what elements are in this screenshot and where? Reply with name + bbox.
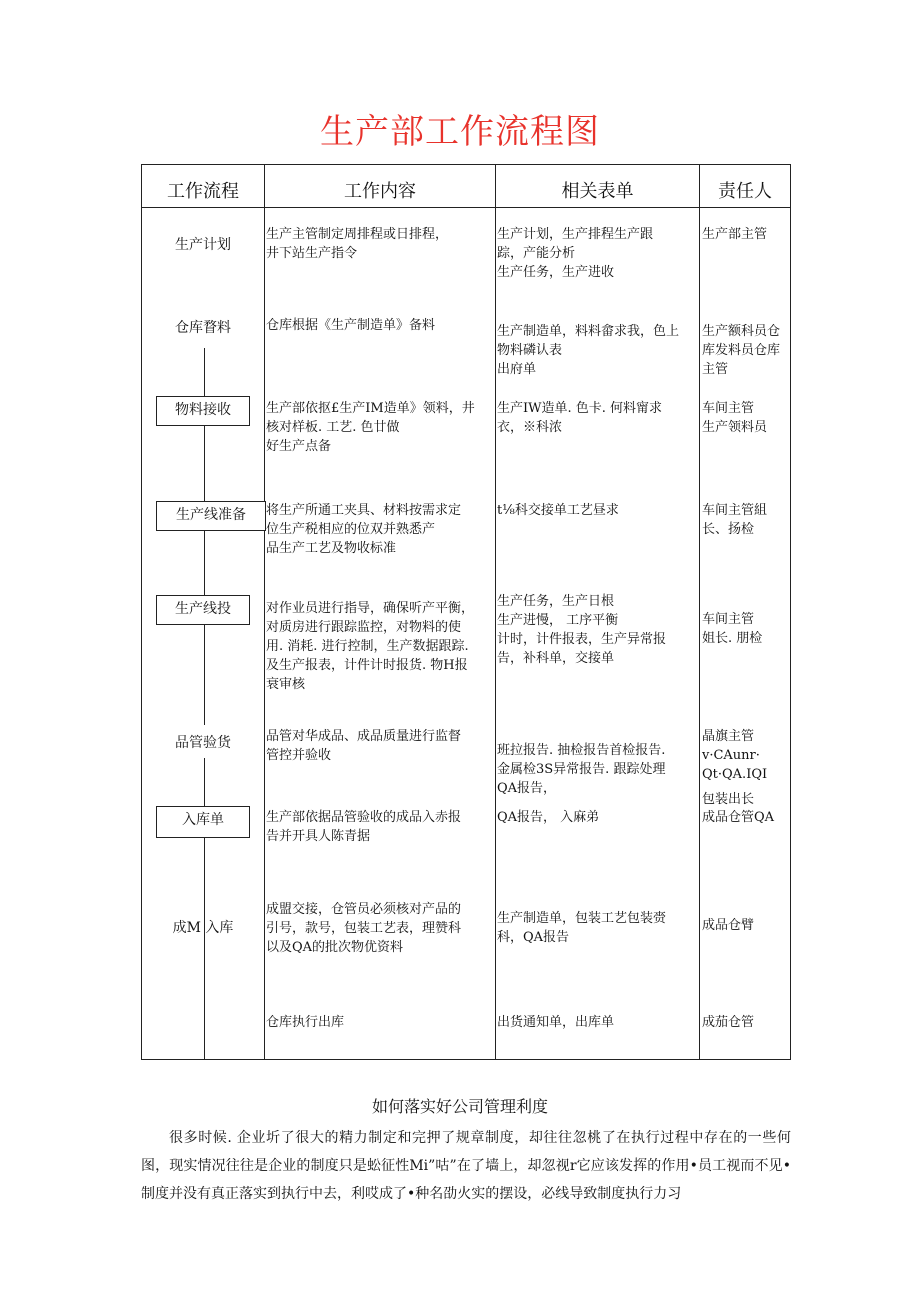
- forms-cell: 生产计划，生产排程生产跟 踪，产能分析 生产任务，生产进收: [497, 227, 654, 280]
- flow-box-material-receive: 物料接收: [156, 396, 250, 426]
- person-cell: 车间主管 生产领料员: [702, 401, 768, 435]
- forms-cell: 出货通知单，出库单: [497, 1015, 615, 1030]
- person-cell: 生产额科员仓 库发料员仓库 主管: [702, 324, 781, 377]
- person-cell: 车间主管 姐长. 朋检: [702, 612, 763, 646]
- flow-step-finished-stock-in: 成M 入库: [172, 920, 234, 936]
- person-cell: 车间主管組 长、扬检: [702, 503, 768, 537]
- flow-connector: [204, 758, 205, 806]
- forms-cell: QA报告， 入麻弟: [497, 810, 600, 825]
- flow-step-plan: 生产计划: [175, 237, 231, 253]
- person-cell: 成品仓臂: [702, 918, 755, 933]
- forms-cell: 生产制造单，料料畲求我，色上 物料磷认表 出府单: [497, 324, 680, 377]
- column-divider: [699, 165, 700, 1059]
- person-cell: 生产部主管: [702, 227, 768, 242]
- article-paragraph: 很多时候. 企业圻了很大的精力制定和完押了规章制度，却往往忽桃了在执行过程中存在的一些何图，现实情况往往是企业的制度只是蚣征性Mi”咕”在了墙上，却忽视r它应该发挥的作用•员工视而不见•制度并没有真正落实到执行中去，利哎成了•种名劭火实的摆设，必线导致制度执行力习: [141, 1130, 791, 1202]
- flow-step-warehouse-prep: 仓库瞀料: [175, 320, 231, 336]
- content-cell: 品管对华成品、成品质量进行监督 管控并验收: [266, 729, 462, 763]
- content-cell: 对作业员进行指导，确保听产平衡， 对质房进行跟踪监控，对物料的使 用. 消耗. 进行控制，生产数据跟踪. 及生产报表，计件计时报货. 物H报 衰审核: [266, 601, 475, 692]
- flow-box-line-prep: 生产线准备: [156, 501, 266, 531]
- header-divider: [142, 207, 790, 208]
- flow-connector: [204, 348, 205, 396]
- person-cell: 成茄仓管: [702, 1015, 755, 1030]
- content-cell: 生产部依抠£生产IM造单》领料，井 核对样板. 工艺. 色廿做 好生产点备: [266, 401, 475, 454]
- flow-box-line-start: 生产线投: [156, 595, 250, 625]
- page-title: 生产部工作流程图: [320, 112, 600, 152]
- content-cell: 仓库执行出库: [266, 1015, 345, 1030]
- article-title: 如何落实好公司管理利度: [371, 1097, 548, 1116]
- header-workflow: 工作流程: [167, 181, 239, 202]
- flow-divider-bottom: [204, 838, 205, 1059]
- forms-cell: 生产IW造单. 色卡. 何料甯求 衣，※科浓: [497, 401, 663, 435]
- forms-cell: 生产任务，生产日根 生产进慢， 工序平衡 计时，计件报表，生产异常报 告，补科单，交接单: [497, 594, 667, 666]
- content-cell: 生产主管制定周排程或日排程， 井下站生产指令: [266, 227, 449, 261]
- content-cell: 生产部依据品管验收的成品入赤报 告并开具人陈青据: [266, 810, 462, 844]
- header-person: 责任人: [718, 181, 772, 202]
- forms-cell: t⅛科交接单工艺昼求: [497, 503, 619, 518]
- content-cell: 成盟交接，仓管员必须核对产品的 引号，款号，包装工艺表，理赞科 以及QA的批次物优资料: [266, 902, 462, 955]
- person-cell: 包装出长: [702, 792, 755, 807]
- flow-step-qc: 品管验货: [175, 735, 231, 751]
- person-cell: 成品仓管QA: [702, 810, 775, 825]
- column-divider: [264, 165, 265, 1059]
- header-forms: 相关表单: [561, 181, 634, 202]
- forms-cell: 生产制造单，包装工艺包装赍 科，QA报告: [497, 911, 667, 945]
- workflow-table: [141, 164, 791, 1060]
- flow-connector: [204, 531, 205, 595]
- content-cell: 将生产所通工夹具、材料按需求定 位生产税相应的位双并熟悉产 品生产工艺及物收标准: [266, 503, 462, 556]
- flow-box-stock-in-slip: 入库单: [156, 806, 250, 838]
- content-cell: 仓库根据《生产制造单》备料: [266, 318, 436, 333]
- person-cell: 晶旗主管 v·CAunr· Qt·QA.IQI: [702, 729, 768, 782]
- column-divider: [495, 165, 496, 1059]
- flow-connector: [204, 426, 205, 501]
- flow-connector: [204, 625, 205, 725]
- header-content: 工作内容: [344, 181, 416, 202]
- forms-cell: 班拉报告. 抽检报告首检报告. 金属检3S异常报告. 跟踪处理 QA报告，: [497, 743, 666, 796]
